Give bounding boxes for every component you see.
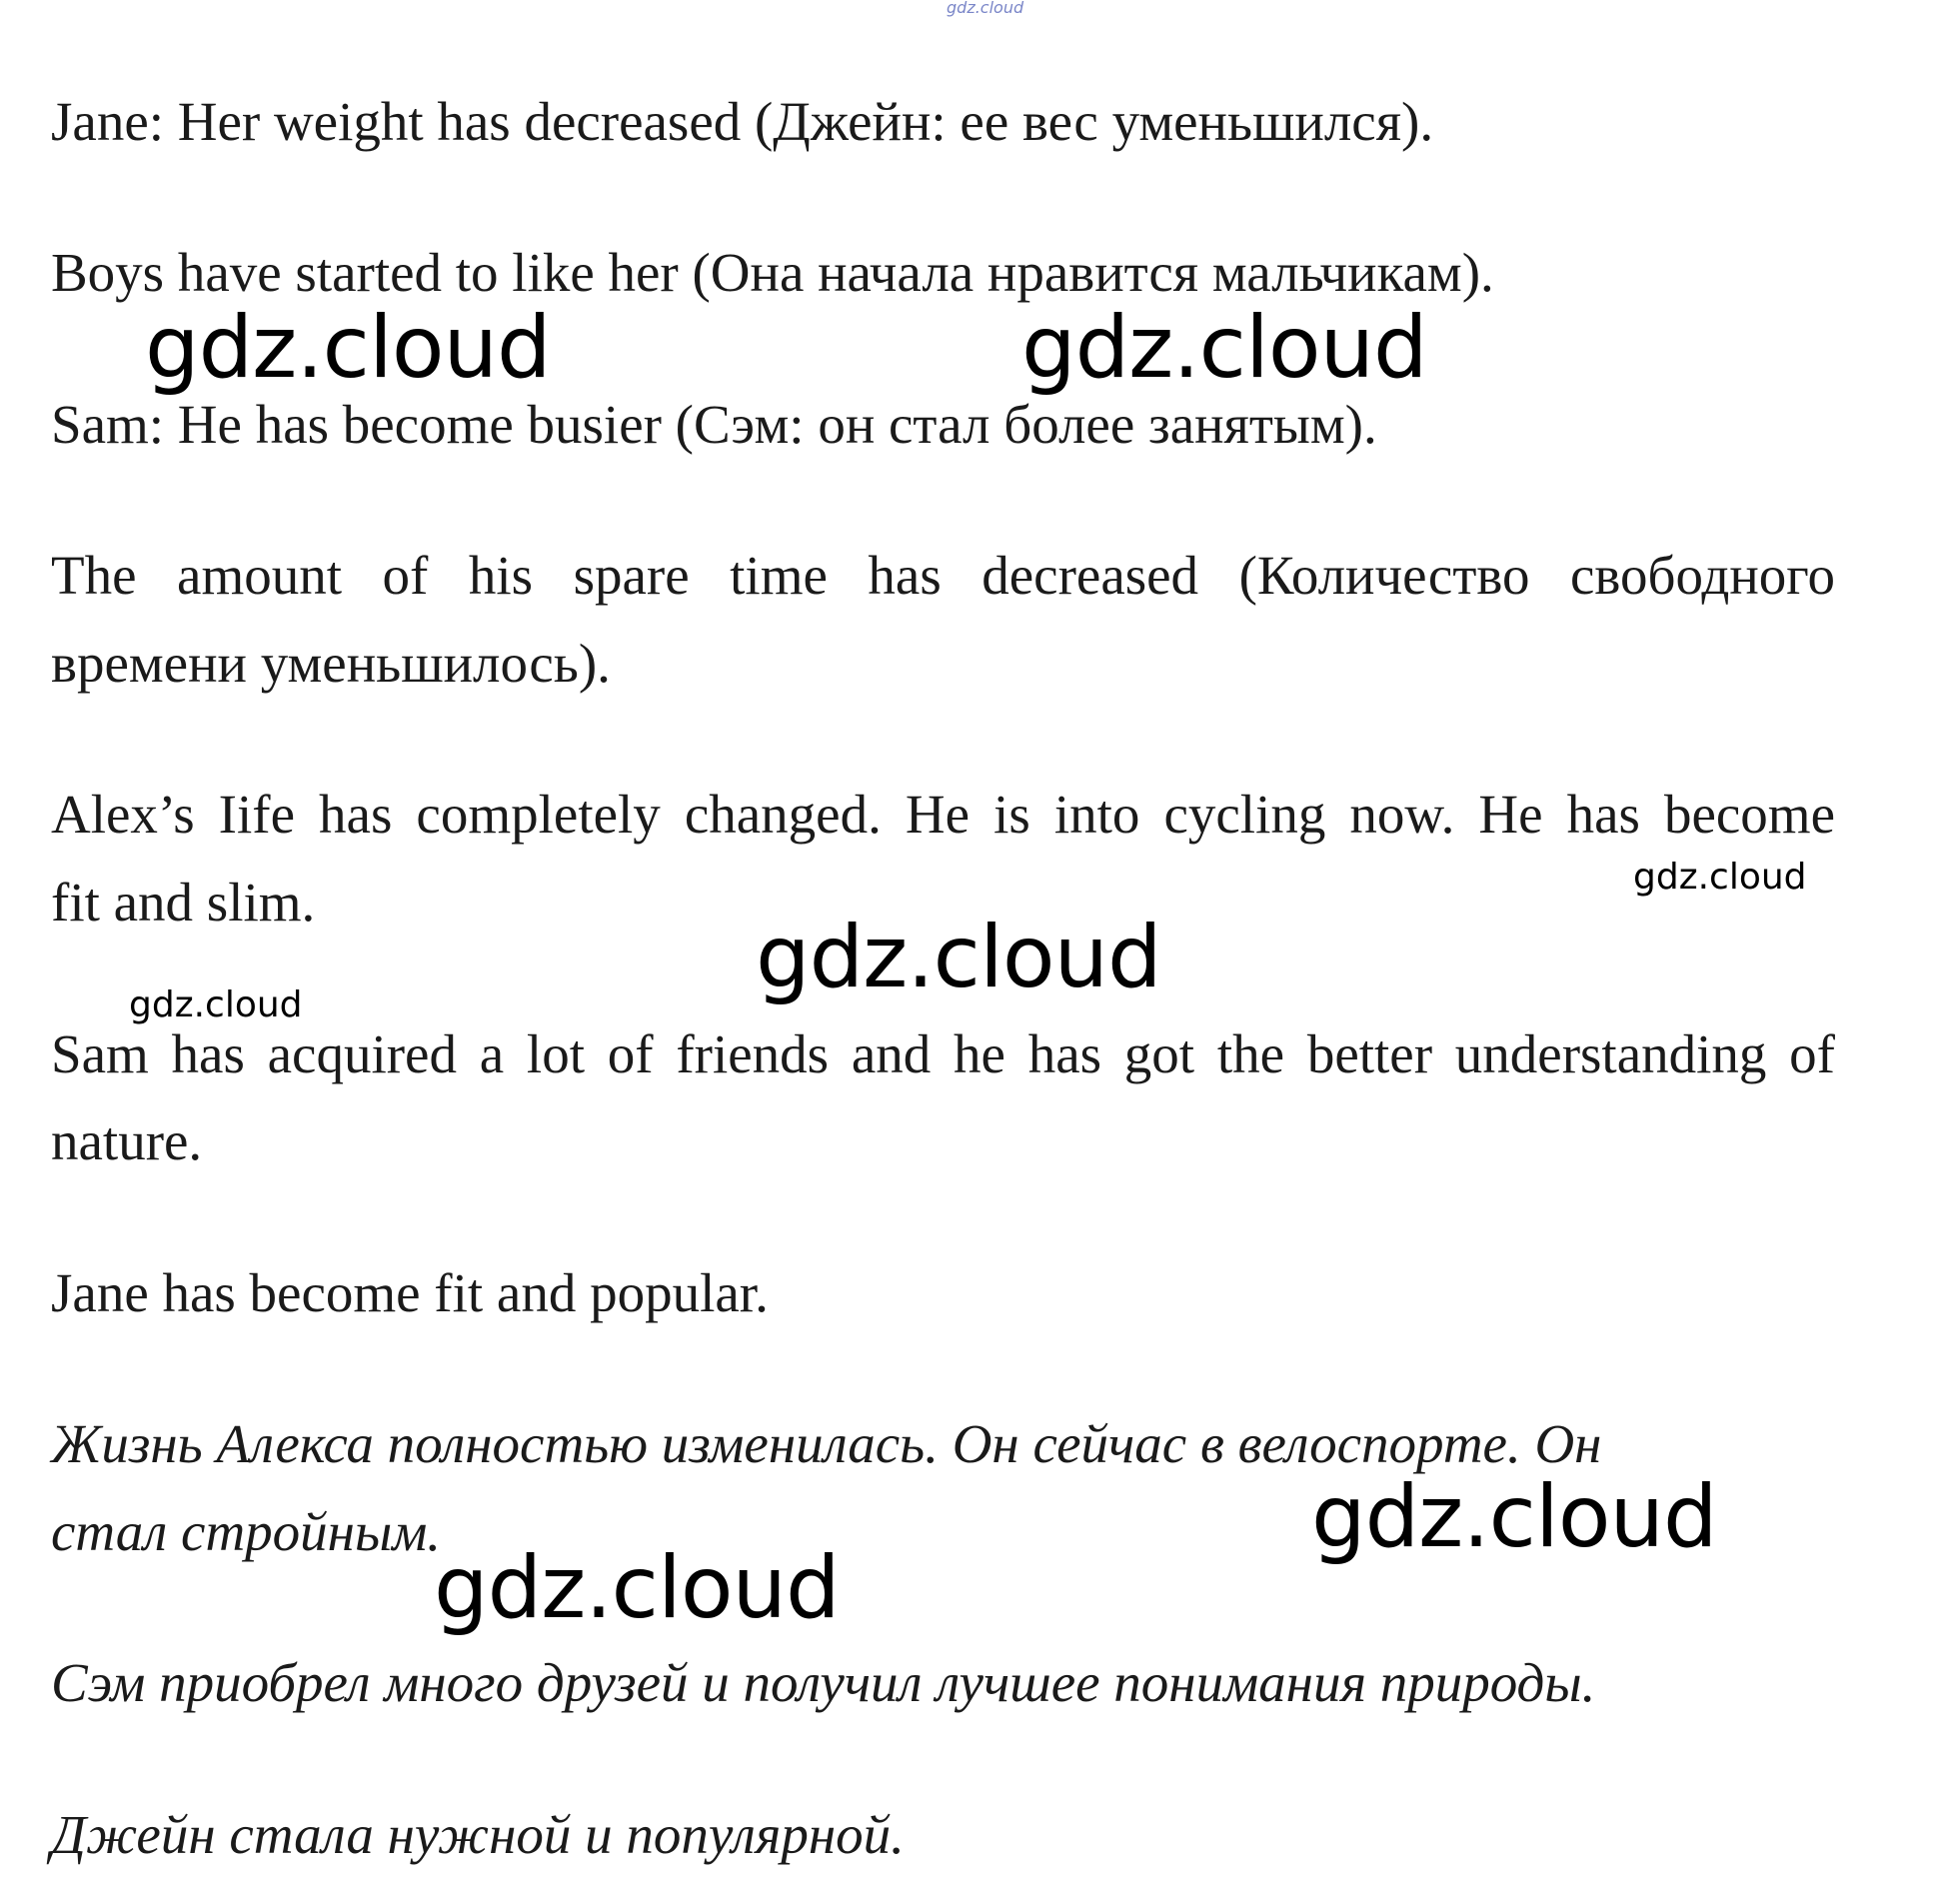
text-line: Sam: He has become busier (Сэм: он стал более занятым). [51,394,1377,455]
text-line: Жизнь Алекса полностью изменилась. Он сейчас в велоспорте. Он [51,1413,1602,1474]
watermark: gdz.cloud [1311,1467,1717,1567]
text-line: nature. [51,1110,203,1171]
text-line: Alex’s Iife has completely changed. He is into cycling now. He has become [51,784,1835,845]
text-line: времени уменьшилось). [51,633,611,694]
text-line: стал стройным. [51,1501,442,1562]
text-line: Джейн стала нужной и популярной. [51,1804,905,1865]
text-line: Jane: Her weight has decreased (Джейн: ее вес уменьшился). [51,91,1434,152]
watermark: gdz.cloud [1021,298,1427,398]
watermark: gdz.cloud [1633,857,1807,898]
watermark: gdz.cloud [145,298,551,398]
watermark: gdz.cloud [129,984,303,1025]
watermark-top: gdz.cloud [947,0,1024,17]
text-line: The amount of his spare time has decreased (Количество свободного [51,545,1835,606]
watermark: gdz.cloud [756,908,1161,1007]
text-line: Jane has become fit and popular. [51,1262,769,1323]
watermark: gdz.cloud [434,1538,840,1638]
text-line: Boys have started to like her (Она начала нравится мальчикам). [51,242,1494,303]
text-line: fit and slim. [51,872,316,933]
text-line: Сэм приобрел много друзей и получил лучшее понимания природы. [51,1652,1596,1713]
text-line: Sam has acquired a lot of friends and he has got the better understanding of [51,1023,1835,1084]
